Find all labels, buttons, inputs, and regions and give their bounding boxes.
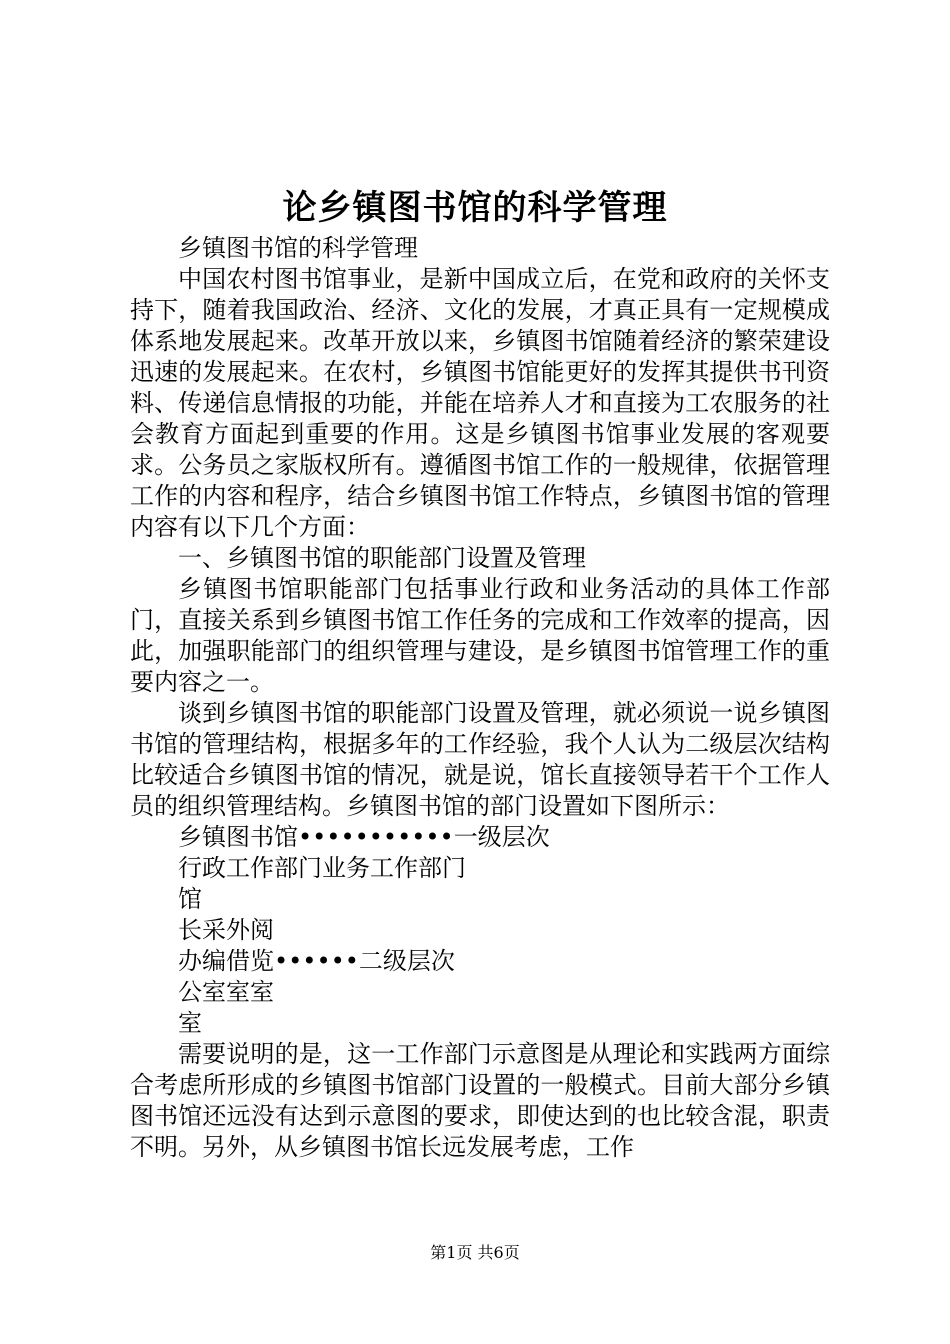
diagram-line-4: 长采外阅 [178, 916, 274, 944]
diagram-line-level-1: 乡镇图书馆•••••••••••一级层次 [178, 823, 550, 851]
page-footer: 第1页 共6页 [430, 1243, 520, 1262]
document-title: 论乡镇图书馆的科学管理 [282, 188, 668, 228]
paragraph-departments: 乡镇图书馆职能部门包括事业行政和业务活动的具体工作部门，直接关系到乡镇图书馆工作任务的完成和工作效率的提高，因此，加强职能部门的组织管理与建设，是乡镇图书馆管理工作的重要内容之一。 [130, 575, 830, 696]
paragraph-introduction: 中国农村图书馆事业，是新中国成立后，在党和政府的关怀支持下，随着我国政治、经济、文化的发展，才真正具有一定规模成体系地发展起来。改革开放以来，乡镇图书馆随着经济的繁荣建设迅速的发展起来。在农村，乡镇图书馆能更好的发挥其提供书刊资料、传递信息情报的功能，并能在培养人才和直接为工农服务的社会教育方面起到重要的作用。这是乡镇图书馆事业发展的客观要求。公务员之家版权所有。遵循图书馆工作的一般规律，依据管理工作的内容和程序，结合乡镇图书馆工作特点，乡镇图书馆的管理内容有以下几个方面： [130, 265, 830, 541]
diagram-line-7: 室 [178, 1009, 202, 1037]
diagram-line-departments: 行政工作部门业务工作部门 [178, 854, 466, 882]
diagram-line-3: 馆 [178, 885, 202, 913]
diagram-line-6: 公室室室 [178, 978, 274, 1006]
document-body [130, 233, 830, 1163]
paragraph-structure: 谈到乡镇图书馆的职能部门设置及管理，就必须说一说乡镇图书馆的管理结构，根据多年的工作经验，我个人认为二级层次结构比较适合乡镇图书馆的情况，就是说，馆长直接领导若干个工作人员的组织管理结构。乡镇图书馆的部门设置如下图所示： [130, 699, 830, 820]
section-heading-1: 一、乡镇图书馆的职能部门设置及管理 [178, 544, 586, 572]
diagram-line-level-2: 办编借览••••••二级层次 [178, 947, 455, 975]
paragraph-subtitle: 乡镇图书馆的科学管理 [178, 234, 418, 262]
paragraph-closing: 需要说明的是，这一工作部门示意图是从理论和实践两方面综合考虑所形成的乡镇图书馆部门设置的一般模式。目前大部分乡镇图书馆还远没有达到示意图的要求，即使达到的也比较含混，职责不明。另外，从乡镇图书馆长远发展考虑，工作 [130, 1040, 830, 1161]
